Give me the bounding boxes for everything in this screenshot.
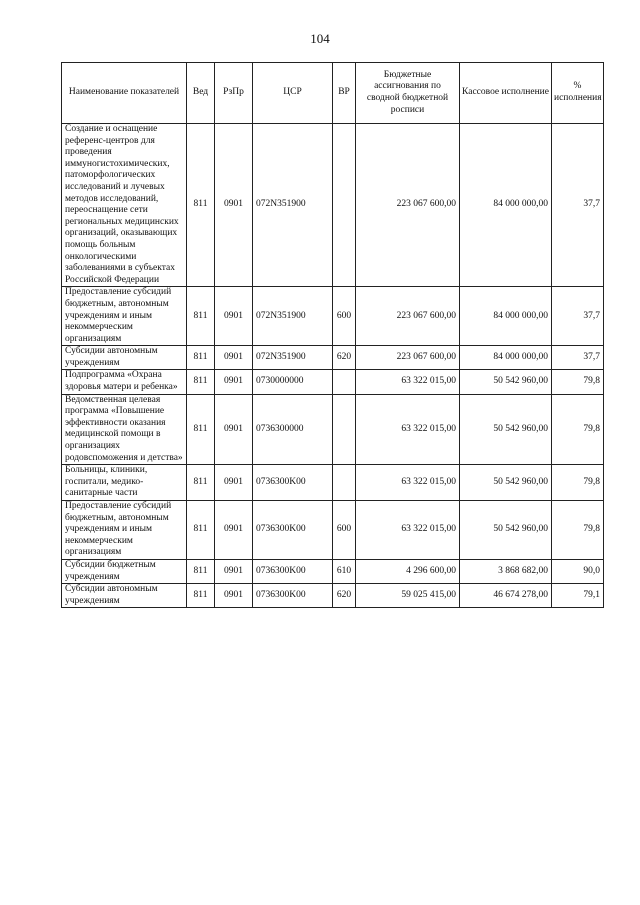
table-row: [62, 465, 604, 501]
header-ved: Вед: [187, 63, 215, 124]
row-assignments: 4 296 600,00: [356, 559, 460, 583]
row-name: Субсидии автономным учреждениям: [62, 346, 187, 370]
row-percent: 37,7: [552, 287, 604, 346]
page-number: 104: [310, 31, 330, 46]
row-name: Создание и оснащение референс-центров для проведения иммуногистохимических, патоморфологических исследований и лучевых методов исследований, переоснащение сети региональных медицинских организаций, оказывающих помощь больным онкологическими заболеваниями в субъектах Российской Федерации: [62, 124, 187, 287]
row-vr: 620: [333, 346, 356, 370]
row-vr: [333, 394, 356, 465]
row-assignments: 223 067 600,00: [356, 287, 460, 346]
row-assignments: 63 322 015,00: [356, 370, 460, 394]
row-name: Субсидии автономным учреждениям: [62, 584, 187, 608]
row-name: Предоставление субсидий бюджетным, автономным учреждениям и иным некоммерческим организациям: [62, 501, 187, 560]
row-vr: 610: [333, 559, 356, 583]
table-row: [62, 287, 604, 346]
row-rzpr: 0901: [215, 287, 253, 346]
row-percent: 79,8: [552, 394, 604, 465]
row-rzpr: 0901: [215, 370, 253, 394]
header-cash-execution: Кассовое исполнение: [460, 63, 552, 124]
header-csr: ЦСР: [253, 63, 333, 124]
row-assignments: 63 322 015,00: [356, 394, 460, 465]
row-rzpr: 0901: [215, 346, 253, 370]
row-ved: 811: [187, 346, 215, 370]
row-cash-execution: 50 542 960,00: [460, 370, 552, 394]
row-assignments: 59 025 415,00: [356, 584, 460, 608]
row-name: Субсидии бюджетным учреждениям: [62, 559, 187, 583]
row-csr: 0736300K00: [253, 584, 333, 608]
row-vr: [333, 370, 356, 394]
row-ved: 811: [187, 394, 215, 465]
row-cash-execution: 50 542 960,00: [460, 394, 552, 465]
budget-execution-table: [61, 62, 604, 608]
row-percent: 37,7: [552, 124, 604, 287]
row-cash-execution: 3 868 682,00: [460, 559, 552, 583]
header-rzpr: РзПр: [215, 63, 253, 124]
row-cash-execution: 84 000 000,00: [460, 124, 552, 287]
row-percent: 79,8: [552, 370, 604, 394]
row-vr: 620: [333, 584, 356, 608]
row-vr: 600: [333, 287, 356, 346]
row-vr: [333, 465, 356, 501]
row-ved: 811: [187, 559, 215, 583]
table-header-row: [62, 63, 604, 124]
row-assignments: 223 067 600,00: [356, 124, 460, 287]
row-csr: 0736300000: [253, 394, 333, 465]
row-csr: 072N351900: [253, 124, 333, 287]
table-row: [62, 584, 604, 608]
row-ved: 811: [187, 584, 215, 608]
row-rzpr: 0901: [215, 559, 253, 583]
table-row: [62, 559, 604, 583]
row-vr: 600: [333, 501, 356, 560]
table-row: [62, 346, 604, 370]
row-cash-execution: 84 000 000,00: [460, 287, 552, 346]
row-name: Предоставление субсидий бюджетным, автономным учреждениям и иным некоммерческим организациям: [62, 287, 187, 346]
row-assignments: 63 322 015,00: [356, 465, 460, 501]
header-vr: ВР: [333, 63, 356, 124]
header-percent: % исполнения: [552, 63, 604, 124]
row-rzpr: 0901: [215, 465, 253, 501]
table-row: [62, 394, 604, 465]
table-row: [62, 370, 604, 394]
row-percent: 79,1: [552, 584, 604, 608]
row-csr: 072N351900: [253, 287, 333, 346]
row-csr: 072N351900: [253, 346, 333, 370]
row-csr: 0736300K00: [253, 501, 333, 560]
row-percent: 90,0: [552, 559, 604, 583]
row-ved: 811: [187, 465, 215, 501]
table-row: [62, 124, 604, 287]
row-name: Подпрограмма «Охрана здоровья матери и ребенка»: [62, 370, 187, 394]
row-rzpr: 0901: [215, 394, 253, 465]
row-percent: 79,8: [552, 465, 604, 501]
row-percent: 79,8: [552, 501, 604, 560]
row-rzpr: 0901: [215, 501, 253, 560]
row-cash-execution: 50 542 960,00: [460, 501, 552, 560]
row-assignments: 223 067 600,00: [356, 346, 460, 370]
row-csr: 0730000000: [253, 370, 333, 394]
row-cash-execution: 50 542 960,00: [460, 465, 552, 501]
header-name: Наименование показателей: [62, 63, 187, 124]
row-ved: 811: [187, 501, 215, 560]
table-row: [62, 501, 604, 560]
row-rzpr: 0901: [215, 584, 253, 608]
row-vr: [333, 124, 356, 287]
row-name: Ведомственная целевая программа «Повышение эффективности оказания медицинской помощи в организациях родовспоможения и детства»: [62, 394, 187, 465]
row-ved: 811: [187, 370, 215, 394]
row-cash-execution: 84 000 000,00: [460, 346, 552, 370]
row-percent: 37,7: [552, 346, 604, 370]
row-cash-execution: 46 674 278,00: [460, 584, 552, 608]
row-ved: 811: [187, 124, 215, 287]
row-ved: 811: [187, 287, 215, 346]
row-csr: 0736300K00: [253, 465, 333, 501]
row-assignments: 63 322 015,00: [356, 501, 460, 560]
row-name: Больницы, клиники, госпитали, медико-санитарные части: [62, 465, 187, 501]
row-rzpr: 0901: [215, 124, 253, 287]
header-assignments: Бюджетные ассигнования по сводной бюджетной росписи: [356, 63, 460, 124]
row-csr: 0736300K00: [253, 559, 333, 583]
